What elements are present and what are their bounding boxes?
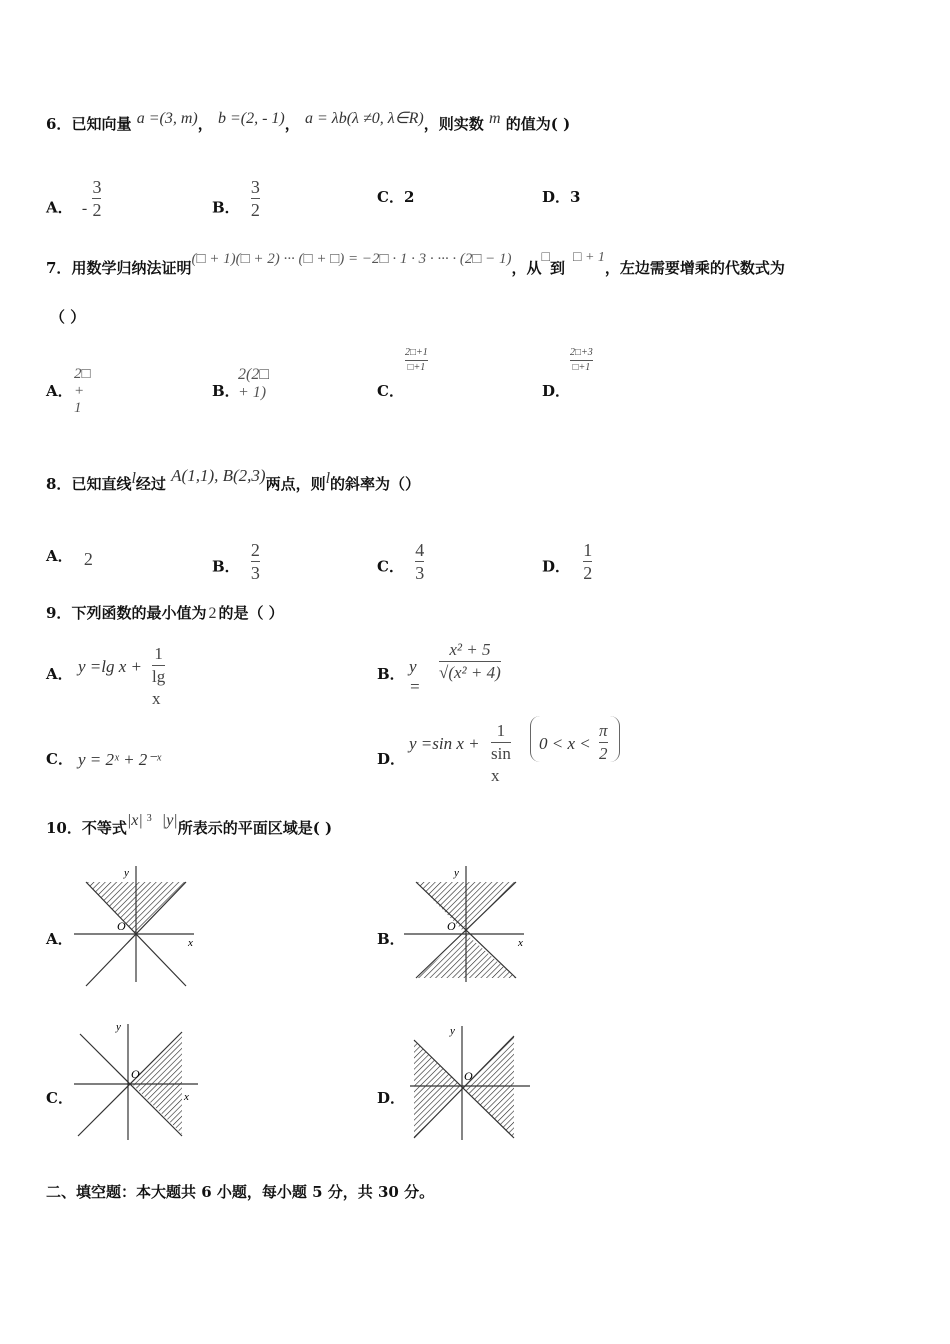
question-7-paren [50,307,85,327]
stem-text: ，从 [511,259,542,277]
from-n: □ [541,250,550,265]
numerator: 4 [415,540,425,560]
question-9-stem [46,603,284,624]
collinear-condition: a = λb(λ ≠0, λ∈R) [304,110,424,127]
fraction [251,539,260,584]
fraction [570,346,593,375]
origin-label: O [464,1069,473,1083]
numerator: 3 [92,177,102,197]
x-axis-label: x [518,937,523,949]
q7-option-d [542,347,593,401]
numerator: 1 [583,540,593,560]
graph-option-a [74,862,204,984]
to-n-plus-1: □ + 1 [573,250,605,265]
option-label: B． [212,557,240,576]
option-value: 2□ + 1 [74,366,91,416]
denominator: 3 [415,563,425,583]
origin-label: O [447,919,456,933]
stem-text: 所表示的平面区域是( ) [177,819,333,837]
question-number: 8． [46,475,72,493]
q6-option-c [377,186,414,207]
q8-option-b [212,540,260,590]
fraction [92,176,101,221]
section-2-title [46,1182,434,1202]
fraction [491,720,511,787]
fraction [583,539,592,584]
q9-option-a [46,644,166,708]
option-label: B． [377,930,405,948]
option-label: C． [46,1089,73,1107]
option-value: 2 [403,188,415,206]
stem-text: 已知向量 [71,115,132,133]
denominator: 2 [250,200,260,220]
graph-option-d [410,1022,534,1146]
shaded-region-left [414,1040,462,1138]
variable-m: m [488,110,501,127]
fraction [251,176,260,221]
option-label: C． [377,557,404,576]
option-value: 2 [83,549,93,569]
graph-option-b [404,862,534,984]
denominator: 3 [250,563,260,583]
denominator: □+1 [572,362,591,373]
denominator: sin x [491,744,511,785]
x-axis-label: x [188,937,193,949]
numerator: 2□+3 [570,347,593,358]
option-label: B． [212,198,240,217]
q8-option-d [542,540,593,590]
denominator: □+1 [407,362,426,373]
origin-label: O [117,919,126,933]
fraction [152,643,165,710]
shaded-region-right [462,1036,514,1138]
q9-option-d [377,721,608,785]
fraction [439,639,501,684]
induction-formula: (□ + 1)(□ + 2) ··· (□ + □) = −2□ · 1 · 3 · ··· · (2□ − 1) [191,251,512,267]
question-6-stem [46,110,571,135]
minus-sign: - [81,199,88,217]
function-expression: y = 2ˣ + 2⁻ˣ [78,750,162,769]
separator: ， [197,115,213,133]
min-value: 2 [208,605,217,622]
question-8-stem [46,466,421,495]
stem-text: 经过 [135,475,166,493]
section-title: 二、填空题：本大题共 6 小题，每小题 5 分，共 30 分。 [46,1183,435,1201]
denominator: lg x [152,667,166,708]
question-10-stem [46,812,333,841]
stem-text: 的斜率为（） [330,475,421,493]
q6-option-a [46,177,102,231]
abs-y: |y| [161,812,178,829]
denominator: 2 [583,563,593,583]
numerator: 1 [154,644,163,663]
domain-range: 0 < x < [539,734,591,753]
y-axis-label: y [116,1021,121,1033]
vector-a: a =(3, m) [136,110,198,127]
denominator: 2 [599,744,608,763]
numerator: π [599,721,608,740]
points-ab: A(1,1), B(2,3) [171,466,266,485]
denominator: √(x² + 4) [439,663,501,682]
option-label: D． [542,557,571,576]
stem-text: 下列函数的最小值为 [71,604,207,622]
stem-text: 不等式 [81,819,127,837]
question-number: 6． [46,115,72,133]
stem-text: ，左边需要增乘的代数式为 [604,259,785,277]
option-label: D． [542,382,571,400]
stem-text: 两点，则 [265,475,326,493]
question-number: 7． [46,259,72,277]
y-axis-label: y [124,867,129,879]
option-label: A． [46,382,73,400]
x-axis-label: x [184,1091,189,1103]
y-axis-label: y [450,1025,455,1037]
option-label: C． [377,188,404,206]
fraction [415,539,424,584]
fraction [405,346,428,375]
origin-label: O [131,1067,140,1081]
q7-option-a [46,366,91,416]
option-value: 3 [570,188,581,206]
numerator: 2 [250,540,260,560]
q10-option-a-label [46,928,73,949]
question-number: 10． [46,819,82,837]
q6-option-d [542,186,580,207]
stem-text: （ ） [50,308,86,326]
abs-x: |x| [126,812,143,829]
stem-text: 用数学归纳法证明 [71,259,192,277]
option-label: D． [377,1089,406,1107]
option-label: D． [542,188,571,206]
inequality-op: 3 [146,813,152,824]
option-label: C． [46,750,73,768]
q10-option-d-label [377,1087,405,1108]
function-lhs: y = [409,657,421,696]
option-label: A． [46,930,73,948]
y-axis-label: y [454,867,459,879]
q6-option-b [212,177,260,231]
option-label: B． [212,382,240,400]
q10-option-c-label [46,1087,73,1108]
stem-text: 到 [550,259,566,277]
numerator: x² + 5 [449,640,491,659]
function-lhs: y =lg x + [78,657,143,676]
option-label: D． [377,750,406,768]
numerator: 2□+1 [405,347,428,358]
variable-l: l [325,470,331,487]
q8-option-c [377,540,425,590]
option-label: A． [46,547,73,565]
option-label: A． [46,665,73,683]
vector-b: b =(2, - 1) [217,110,285,127]
option-value: 2(2□ + 1) [238,366,269,401]
denominator: 2 [92,200,102,220]
option-label: C． [377,382,404,400]
stem-text: ，则实数 [423,115,484,133]
stem-text: 的是（ ） [218,604,284,622]
numerator: 1 [496,721,506,740]
question-7-stem [46,250,785,280]
q7-option-c [377,347,428,401]
function-lhs: y =sin x + [409,734,480,753]
numerator: 3 [250,177,260,197]
variable-l: l [131,470,136,487]
option-label: B． [377,665,405,683]
q7-option-b [212,366,269,401]
q9-option-c [46,748,162,769]
graph-option-c [74,1020,204,1144]
stem-text: 的值为( ) [505,115,571,133]
fraction [599,720,608,765]
q9-option-b [377,640,501,696]
option-label: A． [46,198,73,217]
separator: ， [284,115,300,133]
question-number: 9． [46,604,72,622]
stem-text: 已知直线 [71,475,132,493]
q8-option-a [46,545,93,569]
q10-option-b-label [377,928,405,949]
